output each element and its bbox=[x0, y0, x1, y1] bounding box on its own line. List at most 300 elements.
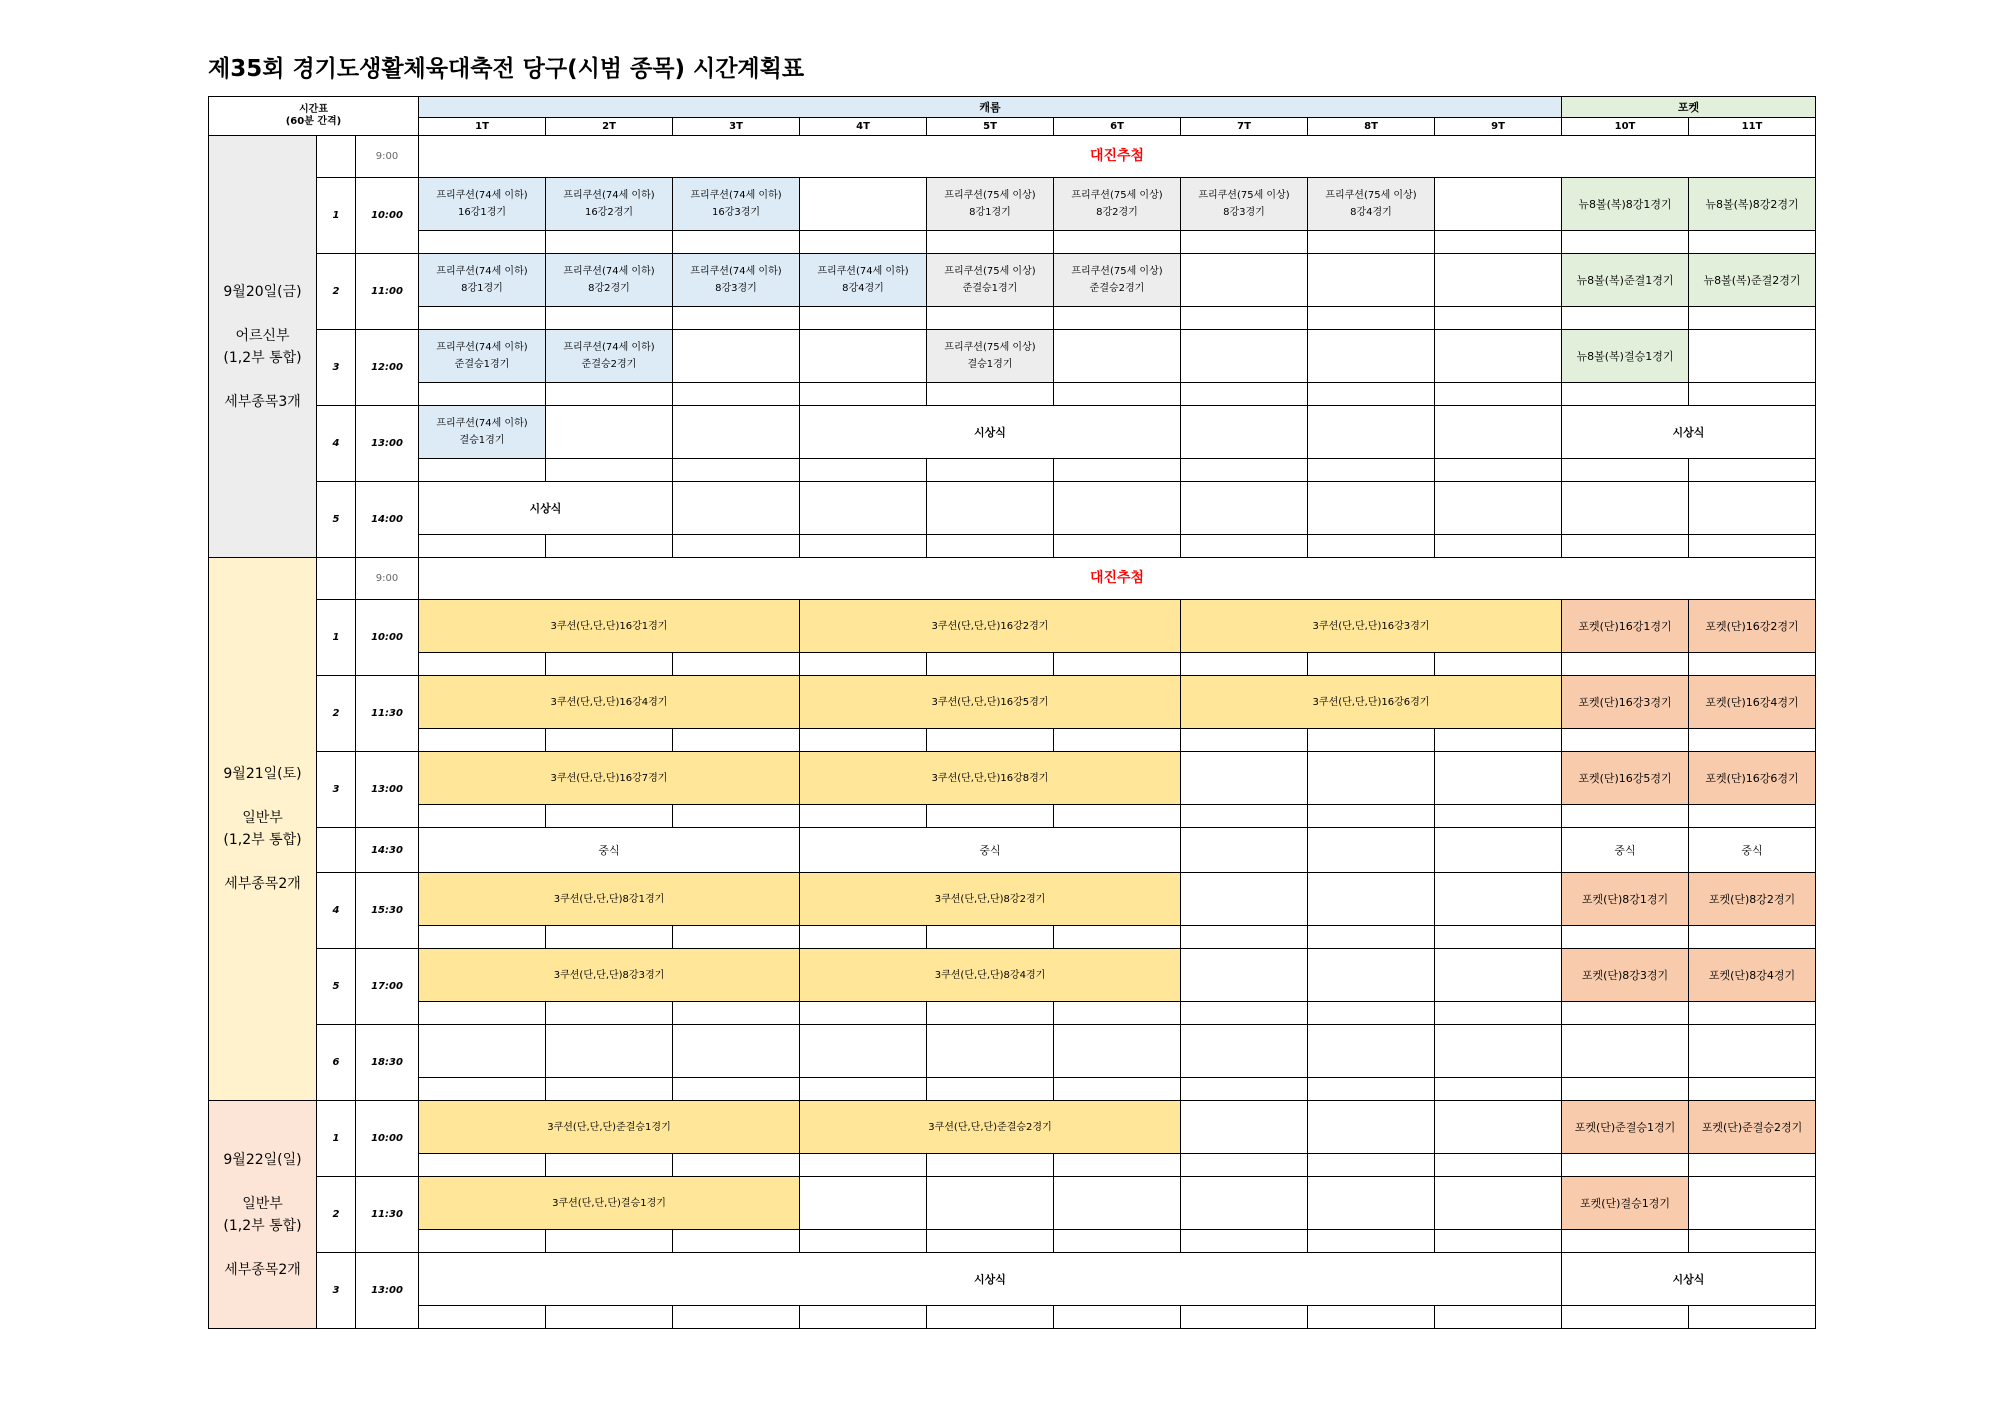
spacer-cell bbox=[926, 382, 1054, 406]
empty-cell bbox=[1434, 948, 1562, 1002]
match-cell: 프리쿠션(74세 이하) 16강2경기 bbox=[545, 177, 673, 231]
row-time: 14:00 bbox=[355, 481, 419, 558]
empty-cell bbox=[1180, 405, 1308, 459]
spacer-cell bbox=[1434, 925, 1562, 949]
spacer-cell bbox=[1307, 534, 1435, 558]
row-index: 2 bbox=[316, 675, 356, 752]
match-cell: 3쿠션(단,단,단)8강1경기 bbox=[418, 872, 800, 926]
spacer-cell bbox=[1307, 1001, 1435, 1025]
table-header-5t: 5T bbox=[926, 117, 1054, 136]
match-cell: 포켓(단)8강3경기 bbox=[1561, 948, 1689, 1002]
spacer-cell bbox=[418, 230, 546, 254]
spacer-cell bbox=[1434, 382, 1562, 406]
spacer-cell bbox=[1434, 306, 1562, 330]
empty-cell bbox=[1307, 1176, 1435, 1230]
spacer-cell bbox=[1053, 1229, 1181, 1253]
spacer-cell bbox=[672, 1153, 800, 1177]
spacer-cell bbox=[418, 306, 546, 330]
day-label-day3: 9월22일(일) 일반부 (1,2부 통합) 세부종목2개 bbox=[208, 1100, 317, 1329]
empty-cell bbox=[1434, 751, 1562, 805]
table-header-2t: 2T bbox=[545, 117, 673, 136]
match-cell: 프리쿠션(74세 이하) 16강1경기 bbox=[418, 177, 546, 231]
row-time: 9:00 bbox=[355, 557, 419, 600]
spacer-cell bbox=[1434, 652, 1562, 676]
spacer-cell bbox=[1434, 1305, 1562, 1329]
spacer-cell bbox=[1180, 230, 1308, 254]
empty-cell bbox=[1180, 329, 1308, 383]
spacer-cell bbox=[799, 306, 927, 330]
match-cell: 3쿠션(단,단,단)16강7경기 bbox=[418, 751, 800, 805]
day-label-day2: 9월21일(토) 일반부 (1,2부 통합) 세부종목2개 bbox=[208, 557, 317, 1101]
row-index bbox=[316, 135, 356, 178]
spacer-cell bbox=[1561, 382, 1689, 406]
empty-cell bbox=[545, 405, 673, 459]
empty-cell bbox=[1561, 481, 1689, 535]
match-cell: 뉴8볼(복)8강2경기 bbox=[1688, 177, 1816, 231]
spacer-cell bbox=[418, 1077, 546, 1101]
spacer-cell bbox=[1180, 1229, 1308, 1253]
spacer-cell bbox=[1434, 230, 1562, 254]
row-time: 11:30 bbox=[355, 675, 419, 752]
match-cell: 프리쿠션(74세 이하) 8강4경기 bbox=[799, 253, 927, 307]
spacer-cell bbox=[418, 1153, 546, 1177]
spacer-cell bbox=[545, 925, 673, 949]
spacer-cell bbox=[545, 1077, 673, 1101]
empty-cell bbox=[1180, 1176, 1308, 1230]
match-cell: 프리쿠션(75세 이상) 준결승1경기 bbox=[926, 253, 1054, 307]
spacer-cell bbox=[1307, 230, 1435, 254]
spacer-cell bbox=[1561, 1305, 1689, 1329]
spacer-cell bbox=[926, 1305, 1054, 1329]
empty-cell bbox=[1053, 1176, 1181, 1230]
row-index: 5 bbox=[316, 481, 356, 558]
row-index: 1 bbox=[316, 1100, 356, 1177]
empty-cell bbox=[926, 1176, 1054, 1230]
empty-cell bbox=[1434, 253, 1562, 307]
spacer-cell bbox=[1561, 925, 1689, 949]
spacer-cell bbox=[1053, 1077, 1181, 1101]
spacer-cell bbox=[1307, 1229, 1435, 1253]
match-cell: 포켓(단)준결승1경기 bbox=[1561, 1100, 1689, 1154]
match-cell: 시상식 bbox=[1561, 405, 1816, 459]
empty-cell bbox=[1688, 1024, 1816, 1078]
spacer-cell bbox=[1561, 1077, 1689, 1101]
spacer-cell bbox=[672, 458, 800, 482]
match-cell: 뉴8볼(복)8강1경기 bbox=[1561, 177, 1689, 231]
row-index: 3 bbox=[316, 1252, 356, 1329]
spacer-cell bbox=[799, 534, 927, 558]
spacer-cell bbox=[1180, 534, 1308, 558]
row-time: 11:00 bbox=[355, 253, 419, 330]
empty-cell bbox=[1180, 872, 1308, 926]
spacer-cell bbox=[1180, 1153, 1308, 1177]
spacer-cell bbox=[545, 728, 673, 752]
row-index bbox=[316, 827, 356, 873]
spacer-cell bbox=[672, 306, 800, 330]
spacer-cell bbox=[799, 1229, 927, 1253]
row-index: 5 bbox=[316, 948, 356, 1025]
empty-cell bbox=[926, 1024, 1054, 1078]
spacer-cell bbox=[1434, 1229, 1562, 1253]
empty-cell bbox=[1434, 329, 1562, 383]
row-time: 14:30 bbox=[355, 827, 419, 873]
bracket-draw-cell: 대진추첨 bbox=[418, 135, 1816, 178]
empty-cell bbox=[1180, 481, 1308, 535]
spacer-cell bbox=[672, 230, 800, 254]
match-cell: 시상식 bbox=[799, 405, 1181, 459]
spacer-cell bbox=[1180, 458, 1308, 482]
spacer-cell bbox=[1307, 1077, 1435, 1101]
match-cell: 중식 bbox=[799, 827, 1181, 873]
empty-cell bbox=[1180, 827, 1308, 873]
match-cell: 프리쿠션(74세 이하) 준결승1경기 bbox=[418, 329, 546, 383]
spacer-cell bbox=[1434, 1001, 1562, 1025]
row-time: 11:30 bbox=[355, 1176, 419, 1253]
match-cell: 포켓(단)8강2경기 bbox=[1688, 872, 1816, 926]
spacer-cell bbox=[1053, 804, 1181, 828]
spacer-cell bbox=[799, 382, 927, 406]
match-cell: 프리쿠션(74세 이하) 준결승2경기 bbox=[545, 329, 673, 383]
spacer-cell bbox=[926, 652, 1054, 676]
spacer-cell bbox=[1434, 1153, 1562, 1177]
spacer-cell bbox=[799, 1153, 927, 1177]
pocket-header: 포켓 bbox=[1561, 96, 1816, 118]
match-cell: 3쿠션(단,단,단)8강2경기 bbox=[799, 872, 1181, 926]
empty-cell bbox=[672, 481, 800, 535]
spacer-cell bbox=[1688, 306, 1816, 330]
empty-cell bbox=[1307, 751, 1435, 805]
spacer-cell bbox=[418, 652, 546, 676]
spacer-cell bbox=[1434, 804, 1562, 828]
spacer-cell bbox=[672, 1229, 800, 1253]
empty-cell bbox=[1180, 1024, 1308, 1078]
spacer-cell bbox=[545, 1153, 673, 1177]
row-index: 2 bbox=[316, 1176, 356, 1253]
match-cell: 프리쿠션(74세 이하) 16강3경기 bbox=[672, 177, 800, 231]
schedule-header: 시간표 (60분 간격) bbox=[208, 96, 419, 136]
spacer-cell bbox=[672, 1077, 800, 1101]
spacer-cell bbox=[545, 382, 673, 406]
spacer-cell bbox=[1053, 1305, 1181, 1329]
spacer-cell bbox=[1180, 382, 1308, 406]
match-cell: 뉴8볼(복)결승1경기 bbox=[1561, 329, 1689, 383]
empty-cell bbox=[1180, 253, 1308, 307]
match-cell: 프리쿠션(74세 이하) 결승1경기 bbox=[418, 405, 546, 459]
empty-cell bbox=[1307, 1024, 1435, 1078]
spacer-cell bbox=[1180, 306, 1308, 330]
spacer-cell bbox=[1307, 1153, 1435, 1177]
spacer-cell bbox=[926, 728, 1054, 752]
empty-cell bbox=[672, 1024, 800, 1078]
match-cell: 3쿠션(단,단,단)8강3경기 bbox=[418, 948, 800, 1002]
spacer-cell bbox=[418, 1305, 546, 1329]
empty-cell bbox=[1688, 329, 1816, 383]
spacer-cell bbox=[799, 728, 927, 752]
match-cell: 프리쿠션(75세 이상) 8강3경기 bbox=[1180, 177, 1308, 231]
table-header-10t: 10T bbox=[1561, 117, 1689, 136]
match-cell: 3쿠션(단,단,단)16강6경기 bbox=[1180, 675, 1562, 729]
spacer-cell bbox=[1053, 306, 1181, 330]
spacer-cell bbox=[1561, 652, 1689, 676]
spacer-cell bbox=[1561, 728, 1689, 752]
row-index: 4 bbox=[316, 872, 356, 949]
row-index: 1 bbox=[316, 177, 356, 254]
match-cell: 포켓(단)16강3경기 bbox=[1561, 675, 1689, 729]
empty-cell bbox=[1561, 1024, 1689, 1078]
spacer-cell bbox=[1688, 1077, 1816, 1101]
spacer-cell bbox=[418, 1001, 546, 1025]
spacer-cell bbox=[1688, 382, 1816, 406]
spacer-cell bbox=[1307, 382, 1435, 406]
spacer-cell bbox=[545, 230, 673, 254]
row-time: 12:00 bbox=[355, 329, 419, 406]
spacer-cell bbox=[799, 1305, 927, 1329]
table-header-4t: 4T bbox=[799, 117, 927, 136]
spacer-cell bbox=[1307, 458, 1435, 482]
spacer-cell bbox=[1053, 1001, 1181, 1025]
match-cell: 3쿠션(단,단,단)결승1경기 bbox=[418, 1176, 800, 1230]
spacer-cell bbox=[926, 804, 1054, 828]
spacer-cell bbox=[418, 728, 546, 752]
match-cell: 뉴8볼(복)준결1경기 bbox=[1561, 253, 1689, 307]
empty-cell bbox=[1307, 405, 1435, 459]
empty-cell bbox=[545, 1024, 673, 1078]
row-index: 3 bbox=[316, 329, 356, 406]
spacer-cell bbox=[1688, 230, 1816, 254]
match-cell: 프리쿠션(74세 이하) 8강2경기 bbox=[545, 253, 673, 307]
spacer-cell bbox=[672, 804, 800, 828]
spacer-cell bbox=[1561, 306, 1689, 330]
spacer-cell bbox=[1180, 1077, 1308, 1101]
page-title: 제35회 경기도생활체육대축전 당구(시범 종목) 시간계획표 bbox=[208, 56, 805, 82]
row-index: 3 bbox=[316, 751, 356, 828]
empty-cell bbox=[1434, 481, 1562, 535]
spacer-cell bbox=[1688, 728, 1816, 752]
spacer-cell bbox=[1180, 804, 1308, 828]
spacer-cell bbox=[1561, 1153, 1689, 1177]
empty-cell bbox=[672, 405, 800, 459]
spacer-cell bbox=[418, 458, 546, 482]
spacer-cell bbox=[545, 458, 673, 482]
spacer-cell bbox=[1688, 652, 1816, 676]
spacer-cell bbox=[1053, 728, 1181, 752]
empty-cell bbox=[1307, 329, 1435, 383]
spacer-cell bbox=[672, 382, 800, 406]
empty-cell bbox=[1180, 1100, 1308, 1154]
spacer-cell bbox=[672, 534, 800, 558]
spacer-cell bbox=[1688, 1229, 1816, 1253]
spacer-cell bbox=[1434, 458, 1562, 482]
spacer-cell bbox=[1053, 230, 1181, 254]
row-index bbox=[316, 557, 356, 600]
spacer-cell bbox=[1561, 534, 1689, 558]
spacer-cell bbox=[1561, 1229, 1689, 1253]
spacer-cell bbox=[1053, 382, 1181, 406]
empty-cell bbox=[1307, 948, 1435, 1002]
spacer-cell bbox=[799, 1077, 927, 1101]
row-index: 2 bbox=[316, 253, 356, 330]
match-cell: 프리쿠션(75세 이상) 8강2경기 bbox=[1053, 177, 1181, 231]
row-time: 17:00 bbox=[355, 948, 419, 1025]
match-cell: 프리쿠션(75세 이상) 준결승2경기 bbox=[1053, 253, 1181, 307]
empty-cell bbox=[926, 481, 1054, 535]
match-cell: 포켓(단)16강4경기 bbox=[1688, 675, 1816, 729]
row-time: 15:30 bbox=[355, 872, 419, 949]
bracket-draw-cell: 대진추첨 bbox=[418, 557, 1816, 600]
empty-cell bbox=[1434, 1176, 1562, 1230]
match-cell: 포켓(단)결승1경기 bbox=[1561, 1176, 1689, 1230]
spacer-cell bbox=[1688, 804, 1816, 828]
empty-cell bbox=[1434, 827, 1562, 873]
spacer-cell bbox=[799, 458, 927, 482]
spacer-cell bbox=[1180, 925, 1308, 949]
match-cell: 3쿠션(단,단,단)16강5경기 bbox=[799, 675, 1181, 729]
spacer-cell bbox=[1688, 925, 1816, 949]
row-index: 1 bbox=[316, 599, 356, 676]
match-cell: 프리쿠션(74세 이하) 8강3경기 bbox=[672, 253, 800, 307]
carom-header: 캐롬 bbox=[418, 96, 1562, 118]
spacer-cell bbox=[1053, 458, 1181, 482]
spacer-cell bbox=[545, 804, 673, 828]
spacer-cell bbox=[1434, 1077, 1562, 1101]
spacer-cell bbox=[1307, 306, 1435, 330]
match-cell: 시상식 bbox=[418, 1252, 1562, 1306]
empty-cell bbox=[1307, 827, 1435, 873]
spacer-cell bbox=[1688, 1001, 1816, 1025]
empty-cell bbox=[799, 1176, 927, 1230]
match-cell: 3쿠션(단,단,단)16강8경기 bbox=[799, 751, 1181, 805]
empty-cell bbox=[1688, 1176, 1816, 1230]
row-index: 6 bbox=[316, 1024, 356, 1101]
spacer-cell bbox=[1180, 1305, 1308, 1329]
spacer-cell bbox=[799, 1001, 927, 1025]
empty-cell bbox=[1307, 872, 1435, 926]
spacer-cell bbox=[1688, 1305, 1816, 1329]
row-time: 9:00 bbox=[355, 135, 419, 178]
empty-cell bbox=[799, 1024, 927, 1078]
row-time: 13:00 bbox=[355, 751, 419, 828]
spacer-cell bbox=[926, 1001, 1054, 1025]
spacer-cell bbox=[1561, 458, 1689, 482]
empty-cell bbox=[1053, 481, 1181, 535]
spacer-cell bbox=[926, 230, 1054, 254]
table-header-11t: 11T bbox=[1688, 117, 1816, 136]
empty-cell bbox=[1180, 948, 1308, 1002]
match-cell: 프리쿠션(75세 이상) 8강4경기 bbox=[1307, 177, 1435, 231]
match-cell: 3쿠션(단,단,단)준결승2경기 bbox=[799, 1100, 1181, 1154]
match-cell: 프리쿠션(74세 이하) 8강1경기 bbox=[418, 253, 546, 307]
spacer-cell bbox=[1307, 652, 1435, 676]
spacer-cell bbox=[1180, 728, 1308, 752]
empty-cell bbox=[1180, 751, 1308, 805]
spacer-cell bbox=[926, 1229, 1054, 1253]
match-cell: 3쿠션(단,단,단)16강4경기 bbox=[418, 675, 800, 729]
match-cell: 포켓(단)16강6경기 bbox=[1688, 751, 1816, 805]
spacer-cell bbox=[545, 1229, 673, 1253]
spacer-cell bbox=[418, 804, 546, 828]
spacer-cell bbox=[1180, 652, 1308, 676]
spacer-cell bbox=[1307, 804, 1435, 828]
empty-cell bbox=[1434, 1024, 1562, 1078]
empty-cell bbox=[799, 481, 927, 535]
empty-cell bbox=[1053, 1024, 1181, 1078]
spacer-cell bbox=[1688, 1153, 1816, 1177]
match-cell: 3쿠션(단,단,단)준결승1경기 bbox=[418, 1100, 800, 1154]
match-cell: 프리쿠션(75세 이상) 8강1경기 bbox=[926, 177, 1054, 231]
spacer-cell bbox=[1561, 230, 1689, 254]
spacer-cell bbox=[1307, 925, 1435, 949]
spacer-cell bbox=[799, 230, 927, 254]
table-header-6t: 6T bbox=[1053, 117, 1181, 136]
match-cell: 프리쿠션(75세 이상) 결승1경기 bbox=[926, 329, 1054, 383]
spacer-cell bbox=[545, 306, 673, 330]
spacer-cell bbox=[1307, 728, 1435, 752]
empty-cell bbox=[1307, 481, 1435, 535]
match-cell: 중식 bbox=[1688, 827, 1816, 873]
spacer-cell bbox=[1434, 728, 1562, 752]
spacer-cell bbox=[799, 652, 927, 676]
spacer-cell bbox=[545, 652, 673, 676]
spacer-cell bbox=[1307, 1305, 1435, 1329]
spacer-cell bbox=[1688, 458, 1816, 482]
match-cell: 3쿠션(단,단,단)16강1경기 bbox=[418, 599, 800, 653]
spacer-cell bbox=[672, 728, 800, 752]
match-cell: 뉴8볼(복)준결2경기 bbox=[1688, 253, 1816, 307]
spacer-cell bbox=[926, 306, 1054, 330]
empty-cell bbox=[1434, 405, 1562, 459]
empty-cell bbox=[1053, 329, 1181, 383]
spacer-cell bbox=[1688, 534, 1816, 558]
spacer-cell bbox=[545, 1001, 673, 1025]
spacer-cell bbox=[545, 534, 673, 558]
spacer-cell bbox=[672, 925, 800, 949]
match-cell: 중식 bbox=[1561, 827, 1689, 873]
empty-cell bbox=[672, 329, 800, 383]
spacer-cell bbox=[926, 1153, 1054, 1177]
match-cell: 포켓(단)16강1경기 bbox=[1561, 599, 1689, 653]
spacer-cell bbox=[1561, 1001, 1689, 1025]
empty-cell bbox=[1688, 481, 1816, 535]
spacer-cell bbox=[1053, 534, 1181, 558]
table-header-9t: 9T bbox=[1434, 117, 1562, 136]
spacer-cell bbox=[672, 1305, 800, 1329]
spacer-cell bbox=[672, 1001, 800, 1025]
row-time: 10:00 bbox=[355, 599, 419, 676]
empty-cell bbox=[1434, 872, 1562, 926]
spacer-cell bbox=[926, 534, 1054, 558]
match-cell: 시상식 bbox=[1561, 1252, 1816, 1306]
match-cell: 3쿠션(단,단,단)8강4경기 bbox=[799, 948, 1181, 1002]
spacer-cell bbox=[1434, 534, 1562, 558]
row-time: 18:30 bbox=[355, 1024, 419, 1101]
match-cell: 포켓(단)준결승2경기 bbox=[1688, 1100, 1816, 1154]
table-header-3t: 3T bbox=[672, 117, 800, 136]
spacer-cell bbox=[926, 458, 1054, 482]
match-cell: 시상식 bbox=[418, 481, 673, 535]
spacer-cell bbox=[418, 925, 546, 949]
spacer-cell bbox=[1180, 1001, 1308, 1025]
match-cell: 3쿠션(단,단,단)16강3경기 bbox=[1180, 599, 1562, 653]
spacer-cell bbox=[672, 652, 800, 676]
spacer-cell bbox=[1053, 652, 1181, 676]
match-cell: 포켓(단)16강5경기 bbox=[1561, 751, 1689, 805]
table-header-7t: 7T bbox=[1180, 117, 1308, 136]
table-header-8t: 8T bbox=[1307, 117, 1435, 136]
spacer-cell bbox=[799, 925, 927, 949]
spacer-cell bbox=[545, 1305, 673, 1329]
spacer-cell bbox=[799, 804, 927, 828]
spacer-cell bbox=[418, 382, 546, 406]
